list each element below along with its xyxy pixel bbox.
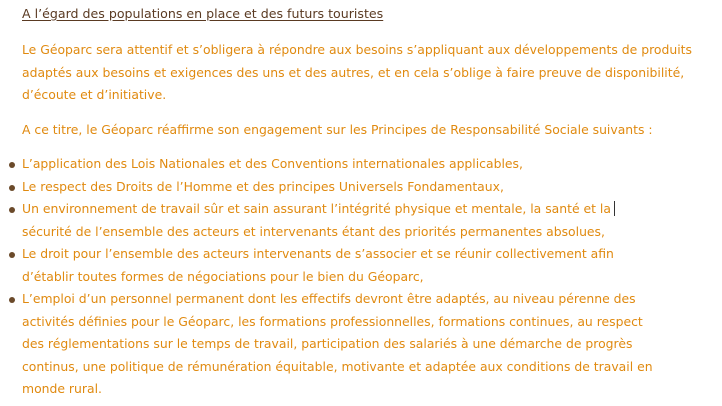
- principles-list: [0, 153, 722, 401]
- paragraph-line: d’écoute et d’initiative.: [22, 87, 167, 102]
- bullet-icon: [9, 162, 15, 168]
- bullet-icon: [9, 252, 15, 258]
- list-item-line: L’emploi d’un personnel permanent dont les effectifs devront être adaptés, au niveau pérenne des: [22, 291, 636, 306]
- list-item: [0, 243, 722, 288]
- list-item-line: L’application des Lois Nationales et des Conventions internationales applicables,: [22, 156, 523, 171]
- paragraph-line: adaptés aux besoins et exigences des uns et des autres, et en cela s’oblige à faire preuve de disponibilité,: [22, 64, 685, 80]
- list-item-line: continus, une politique de rémunération équitable, motivante et adaptée aux conditions de travail en: [22, 358, 653, 374]
- list-item-line: sécurité de l’ensemble des acteurs et intervenants étant des priorités permanentes absolues,: [22, 223, 605, 239]
- list-item: [0, 198, 722, 243]
- intro-paragraph: [22, 39, 722, 107]
- list-item: [0, 288, 722, 401]
- bullet-icon: [9, 207, 15, 213]
- list-item-line: des réglementations sur le temps de travail, participation des salariés à une démarche de progrès: [22, 336, 633, 351]
- text-cursor-icon: [614, 201, 615, 216]
- section-heading: A l’égard des populations en place et des futurs touristes: [22, 6, 384, 21]
- list-item-line: Le droit pour l’ensemble des acteurs intervenants de s’associer et se réunir collectivement afin: [22, 246, 614, 261]
- list-item-line: Le respect des Droits de l’Homme et des principes Universels Fondamentaux,: [22, 178, 504, 194]
- list-item: [0, 153, 722, 176]
- principles-intro: A ce titre, le Géoparc réaffirme son engagement sur les Principes de Responsabilité Sociale suivants :: [22, 122, 653, 137]
- list-item-line: activités définies pour le Géoparc, les formations professionnelles, formations continues, au respect: [22, 313, 643, 329]
- bullet-icon: [9, 185, 15, 191]
- paragraph-line: Le Géoparc sera attentif et s’obligera à répondre aux besoins s’appliquant aux développements de produits: [22, 42, 692, 57]
- list-item: [0, 176, 722, 199]
- list-item-line: Un environnement de travail sûr et sain assurant l’intégrité physique et mentale, la santé et la: [22, 201, 611, 216]
- bullet-icon: [9, 297, 15, 303]
- list-item-line: d’établir toutes formes de négociations pour le bien du Géoparc,: [22, 268, 424, 284]
- list-item-line: monde rural.: [22, 381, 102, 396]
